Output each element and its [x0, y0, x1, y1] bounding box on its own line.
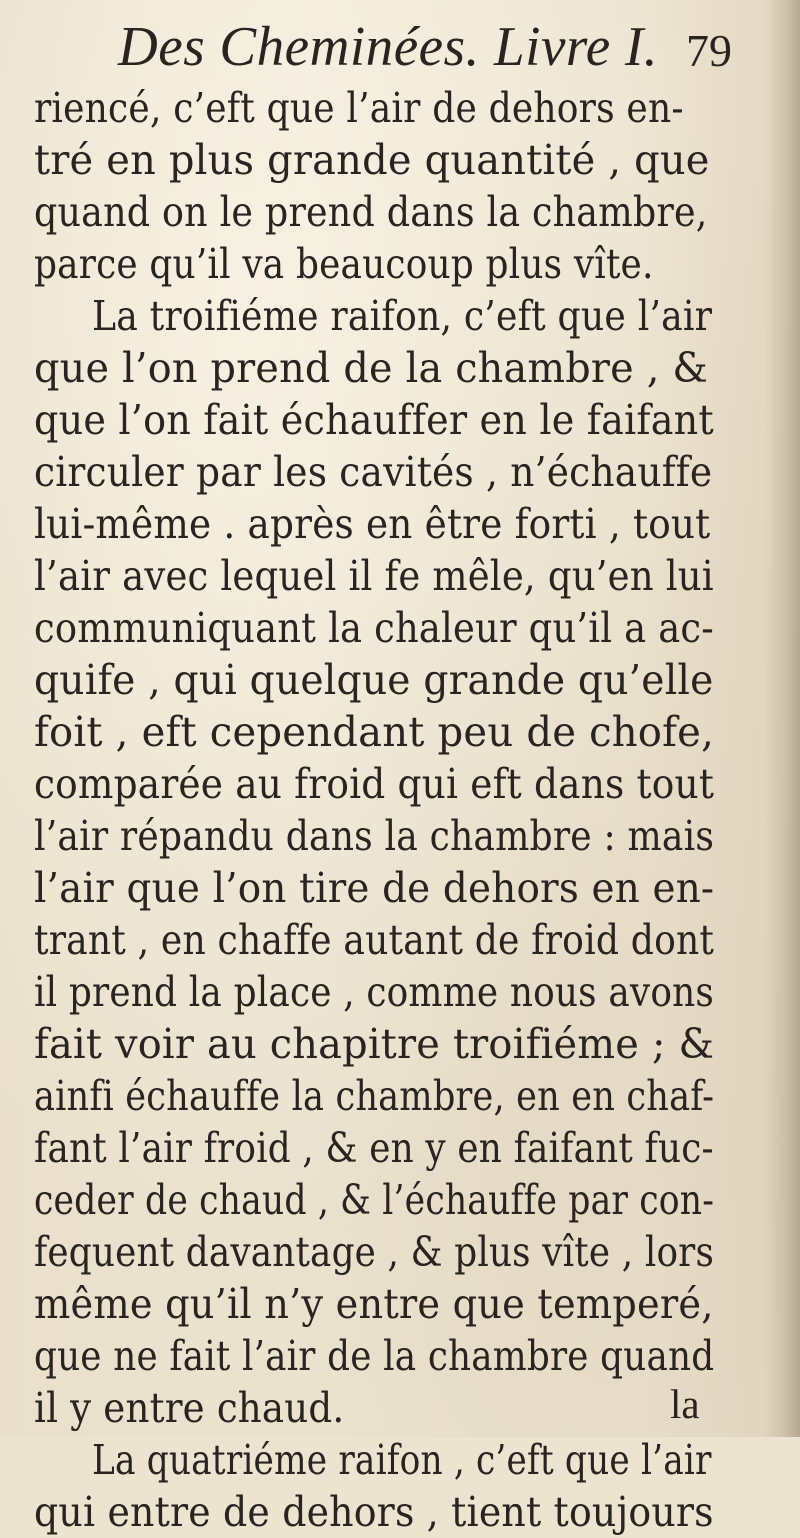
text-line: foit , eft cependant peu de chofe, — [34, 708, 715, 756]
text-line: fequent davantage , & plus vîte , lors — [34, 1228, 715, 1276]
text-line: communiquant la chaleur qu’il a ac- — [34, 604, 714, 652]
text-line: fait voir au chapitre troifiéme ; & — [34, 1020, 715, 1068]
text-line: il prend la place , comme nous avons — [34, 968, 715, 1016]
text-line: qui entre de dehors , tient toujours — [34, 1488, 714, 1536]
text-line: quand on le prend dans la chambre, — [34, 188, 708, 236]
text-line: circuler par les cavités , n’échauffe — [34, 448, 713, 496]
text-line: fant l’air froid , & en y en faifant fuc- — [34, 1124, 714, 1172]
text-line: lui-même . après en être forti , tout — [34, 500, 711, 548]
page-header — [0, 12, 760, 82]
text-line: l’air répandu dans la chambre : mais — [34, 812, 715, 860]
text-line: l’air que l’on tire de dehors en en- — [34, 864, 715, 912]
text-line: La troifiéme raifon, c’eft que l’air — [92, 292, 713, 340]
text-line: tré en plus grande quantité , que — [34, 136, 710, 184]
text-line: ainfi échauffe la chambre, en en chaf- — [34, 1072, 715, 1120]
text-line: parce qu’il va beaucoup plus vîte. — [34, 240, 654, 288]
text-line: riencé, c’eft que l’air de dehors en- — [34, 84, 684, 132]
text-line: trant , en chaffe autant de froid dont — [34, 916, 715, 964]
text-line: quife , qui quelque grande qu’elle — [34, 656, 714, 704]
text-line: l’air avec lequel il fe mêle, qu’en lui — [34, 552, 714, 600]
text-line: que ne fait l’air de la chambre quand — [34, 1332, 715, 1380]
running-title: Des Cheminées. Livre I. — [118, 16, 659, 78]
text-line: même qu’il n’y entre que temperé, — [34, 1280, 714, 1328]
catchword: la — [670, 1381, 700, 1427]
text-line: que l’on fait échauffer en le faifant — [34, 396, 714, 444]
text-line: que l’on prend de la chambre , & — [34, 344, 708, 392]
text-line: il y entre chaud. — [34, 1384, 345, 1432]
text-line: ceder de chaud , & l’échauffe par con- — [34, 1176, 715, 1224]
page-edge-shadow — [764, 0, 800, 1437]
text-line: La quatriéme raifon , c’eft que l’air — [92, 1436, 712, 1484]
page-number: 79 — [686, 25, 732, 76]
text-line: comparée au froid qui eft dans tout — [34, 760, 715, 808]
